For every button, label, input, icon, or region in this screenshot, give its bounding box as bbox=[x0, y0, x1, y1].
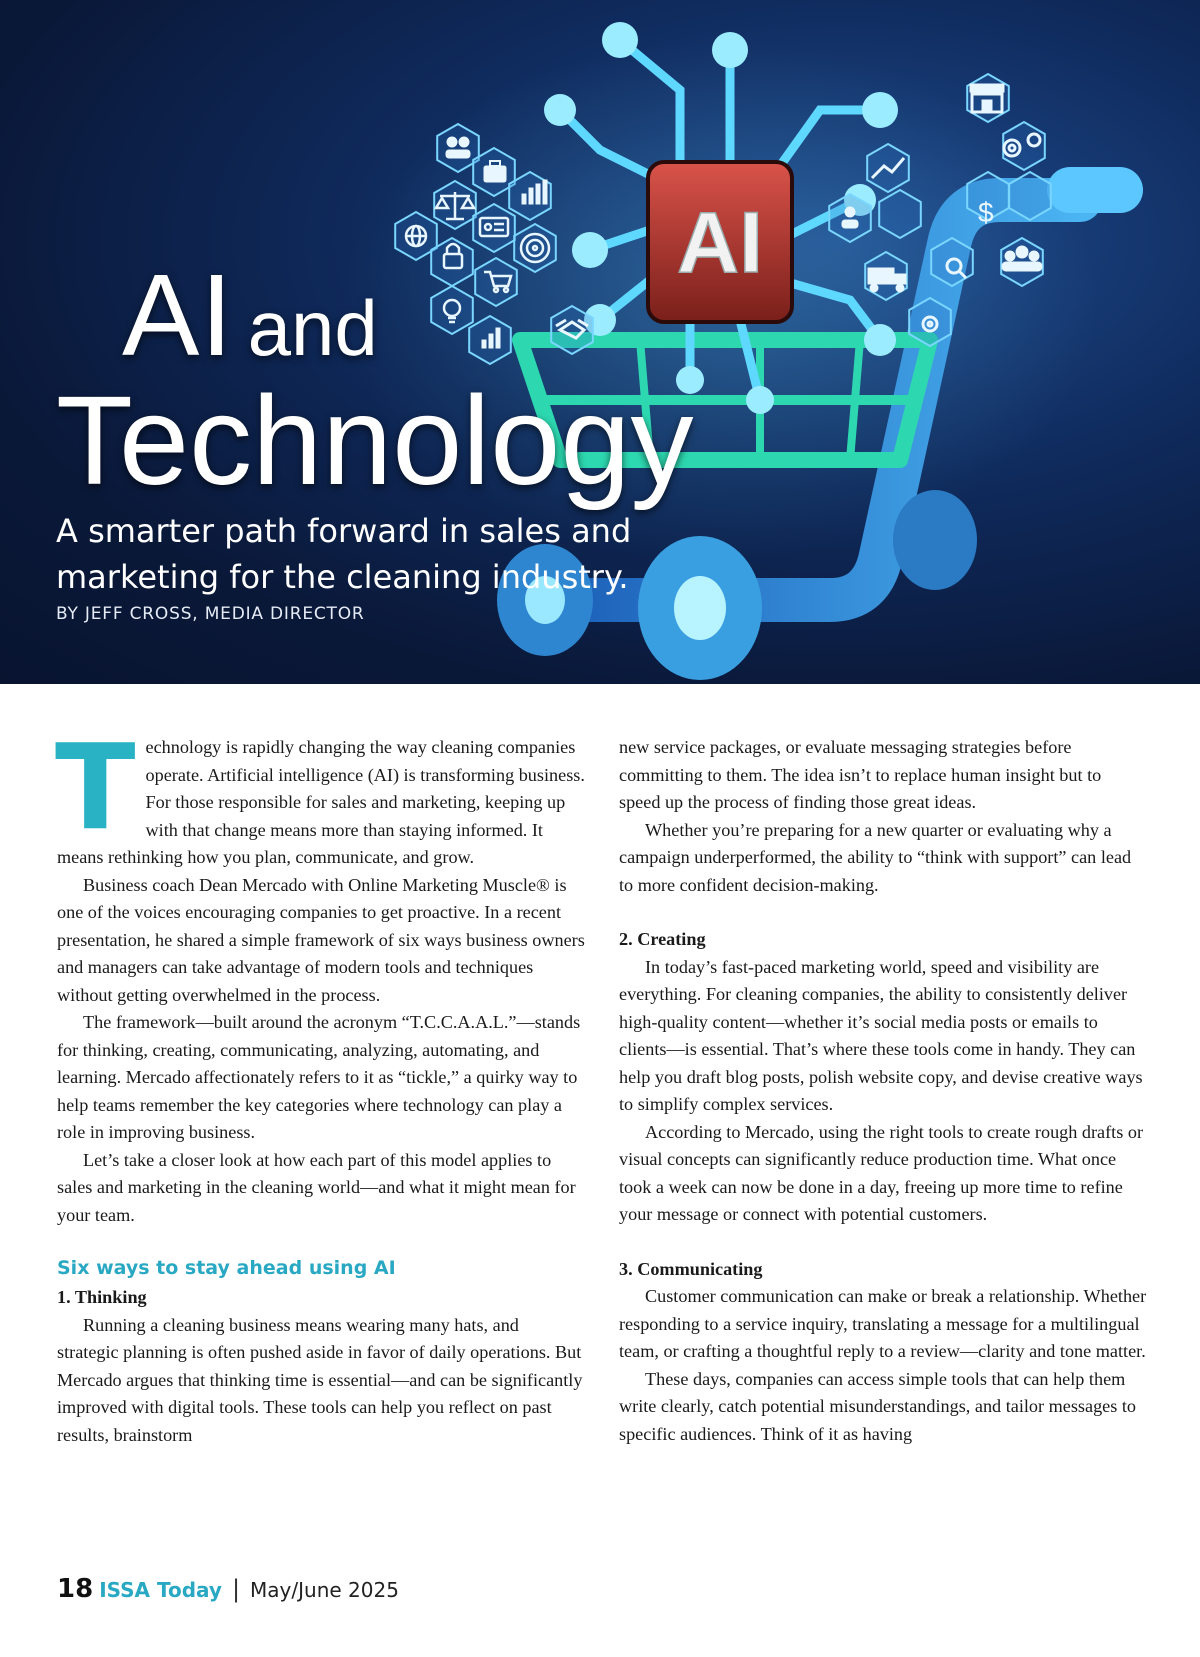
hero-title-ai: AI bbox=[122, 250, 234, 380]
intro-text: echnology is rapidly changing the way cleaning companies operate. Artificial intelligence (AI) is transforming business. For those responsible for sales and marketing, keeping up with that change means more than staying informed. It means rethinking how you plan, communicate, and grow. bbox=[57, 737, 585, 867]
subheading-creating: 2. Creating bbox=[619, 929, 706, 949]
intro-paragraph bbox=[55, 718, 585, 872]
paragraph: Running a cleaning business means wearing many hats, and strategic planning is often pushed aside in favor of daily operations. But Mercado argues that thinking time is essential—and can be significantly improved with digital tools. These tools can help you reflect on past results, brainstorm bbox=[57, 1314, 583, 1445]
issue-date: May/June 2025 bbox=[250, 1578, 399, 1602]
article-column-left bbox=[55, 718, 585, 1449]
paragraph: Let’s take a closer look at how each part of this model applies to sales and marketing in the cleaning world—and what it might mean for your team. bbox=[57, 1149, 576, 1225]
section-heading: Six ways to stay ahead using AI bbox=[57, 1257, 396, 1279]
hero-title-and: and bbox=[247, 284, 378, 372]
paragraph: Customer communication can make or break a relationship. Whether responding to a service inquiry, translating a message for a multilingual team, or crafting a thoughtful reply to a review—clarity and tone matter. bbox=[619, 1286, 1147, 1361]
hero-title-line1 bbox=[122, 248, 378, 382]
paragraph: The framework—built around the acronym “T.C.C.A.A.L.”—stands for thinking, creating, communicating, analyzing, automating, and learning. Mercado affectionately refers to it as “tickle,” a quirky way to help teams remember the key categories where technology can play a role in improving business. bbox=[57, 1012, 581, 1142]
paragraph: These days, companies can access simple tools that can help them write clearly, catch potential misunderstandings, and tailor messages to specific audiences. Think of it as having bbox=[619, 1368, 1137, 1444]
page-footer bbox=[57, 1574, 399, 1604]
hero-subtitle: A smarter path forward in sales and marketing for the cleaning industry. bbox=[56, 512, 632, 596]
dollar-icon bbox=[978, 197, 994, 228]
page-number: 18 bbox=[57, 1574, 94, 1604]
magazine-name: ISSA Today bbox=[99, 1578, 222, 1602]
paragraph: According to Mercado, using the right tools to create rough drafts or visual concepts can significantly reduce production time. What once took a week can now be done in a day, freeing up more time to refine your message or connect with potential customers. bbox=[619, 1121, 1143, 1224]
hero-banner bbox=[0, 0, 1200, 684]
byline: BY JEFF CROSS, MEDIA DIRECTOR bbox=[56, 604, 365, 624]
paragraph: In today’s fast-paced marketing world, speed and visibility are everything. For cleaning companies, the ability to consistently deliver high-quality content—whether it’s social media posts or emails to clients—is essential. That’s where these tools come in handy. They can help you draft blog posts, polish website copy, and devise creative ways to simplify complex services. bbox=[619, 956, 1143, 1114]
paragraph: new service packages, or evaluate messaging strategies before committing to them. The idea isn’t to replace human insight but to speed up the process of finding those great ideas. bbox=[619, 737, 1102, 812]
subheading-communicating: 3. Communicating bbox=[619, 1258, 763, 1279]
ai-chip-label: AI bbox=[677, 195, 763, 291]
drop-cap: T bbox=[55, 718, 136, 856]
footer-separator: | bbox=[231, 1575, 241, 1603]
svg-text:$: $ bbox=[978, 197, 994, 228]
hero-title-line2: Technology bbox=[56, 370, 694, 511]
paragraph: Whether you’re preparing for a new quarter or evaluating why a campaign underperformed, the ability to “think with support” can lead to more confident decision-making. bbox=[619, 819, 1132, 895]
article-column-right bbox=[619, 734, 1147, 1448]
subheading-thinking: 1. Thinking bbox=[57, 1287, 147, 1307]
paragraph: Business coach Dean Mercado with Online Marketing Muscle® is one of the voices encouraging companies to get proactive. In a recent presentation, he shared a simple framework of six ways business owners and managers can take advantage of modern tools and techniques without getting overwhelmed in the process. bbox=[57, 874, 585, 1005]
